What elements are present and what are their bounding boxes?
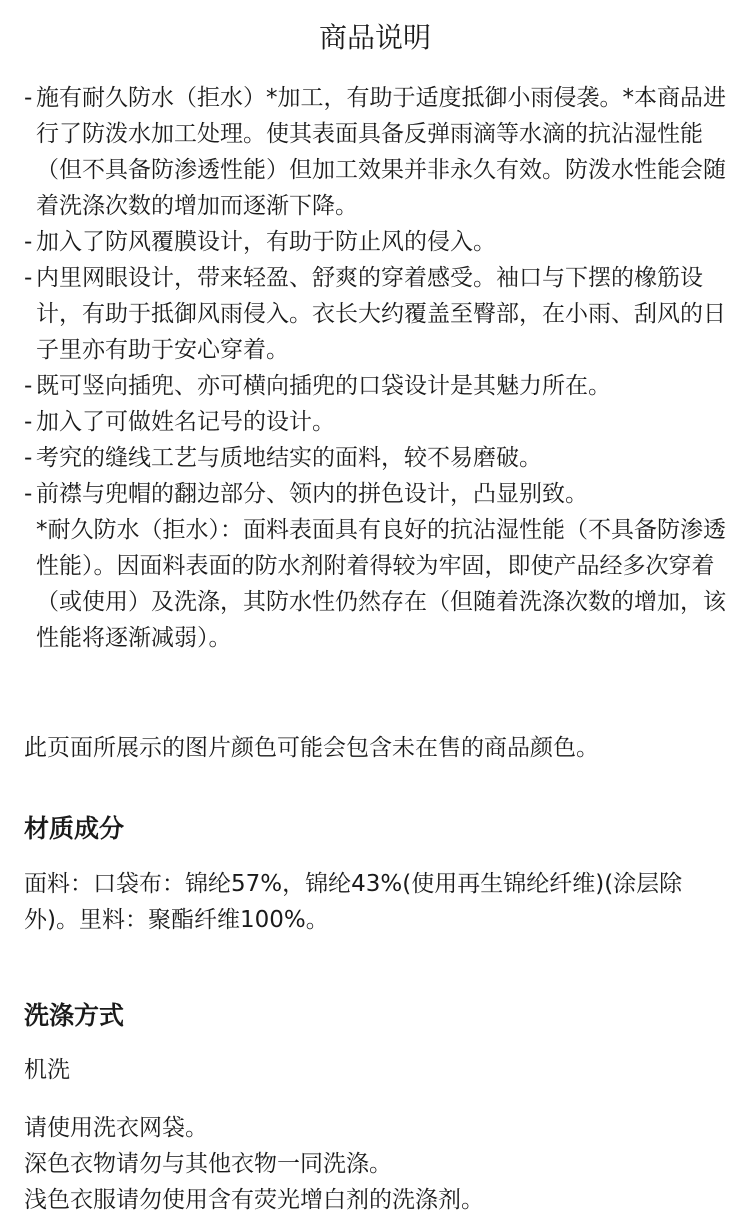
washing-instruction-line: 深色衣物请勿与其他衣物一同洗涤。	[24, 1151, 392, 1177]
description-item-text: 考究的缝线工艺与质地结实的面料，较不易磨破。	[36, 445, 542, 471]
description-item-windproof	[24, 224, 730, 260]
material-composition: 面料：口袋布：锦纶57%，锦纶43%(使用再生锦纶纤维)(涂层除外)。里料：聚酯纤维100%。	[24, 871, 683, 933]
description-item-color-design	[24, 476, 730, 512]
bullet-dash: -	[24, 373, 33, 399]
bullet-dash: -	[24, 445, 33, 471]
bullet-dash: -	[24, 481, 33, 507]
description-item-water-repellent	[24, 80, 730, 224]
description-item-pockets	[24, 368, 730, 404]
page-title: 商品说明	[318, 21, 431, 54]
water-repellent-footnote: *耐久防水（拒水）：面料表面具有良好的抗沾湿性能（不具备防渗透性能）。因面料表面的防水剂附着得较为牢固，即使产品经多次穿着（或使用）及洗涤，其防水性仍然存在（但随着洗涤次数的增加，该性能将逐渐减弱）。	[36, 517, 726, 651]
washing-instruction-line: 请使用洗衣网袋。	[24, 1115, 208, 1141]
description-item-text: 既可竖向插兜、亦可横向插兜的口袋设计是其魅力所在。	[36, 373, 611, 399]
description-item-text: 内里网眼设计，带来轻盈、舒爽的穿着感受。袖口与下摆的橡筋设计，有助于抵御风雨侵入。衣长大约覆盖至臀部，在小雨、刮风的日子里亦有助于安心穿着。	[36, 265, 726, 363]
bullet-dash: -	[24, 229, 33, 255]
description-item-text: 加入了可做姓名记号的设计。	[36, 409, 335, 435]
description-item-text: 施有耐久防水（拒水）*加工，有助于适度抵御小雨侵袭。*本商品进行了防泼水加工处理。使其表面具备反弹雨滴等水滴的抗沾湿性能（但不具备防渗透性能）但加工效果并非永久有效。防泼水性能会随着洗涤次数的增加而逐渐下降。	[36, 85, 726, 219]
description-item-name-tag	[24, 404, 730, 440]
color-disclaimer: 此页面所展示的图片颜色可能会包含未在售的商品颜色。	[24, 735, 599, 761]
washing-instructions	[24, 1110, 730, 1218]
description-item-stitching	[24, 440, 730, 476]
material-heading: 材质成分	[24, 814, 125, 843]
washing-method: 机洗	[24, 1057, 70, 1083]
bullet-dash: -	[24, 265, 33, 291]
description-item-text: 前襟与兜帽的翻边部分、领内的拼色设计，凸显别致。	[36, 481, 588, 507]
product-description-list	[24, 80, 730, 656]
description-item-text: 加入了防风覆膜设计，有助于防止风的侵入。	[36, 229, 496, 255]
bullet-dash: -	[24, 409, 33, 435]
washing-heading: 洗涤方式	[24, 1001, 125, 1030]
washing-instruction-line: 浅色衣服请勿使用含有荧光增白剂的洗涤剂。	[24, 1187, 484, 1213]
bullet-dash: -	[24, 85, 33, 111]
description-item-mesh-lining	[24, 260, 730, 368]
